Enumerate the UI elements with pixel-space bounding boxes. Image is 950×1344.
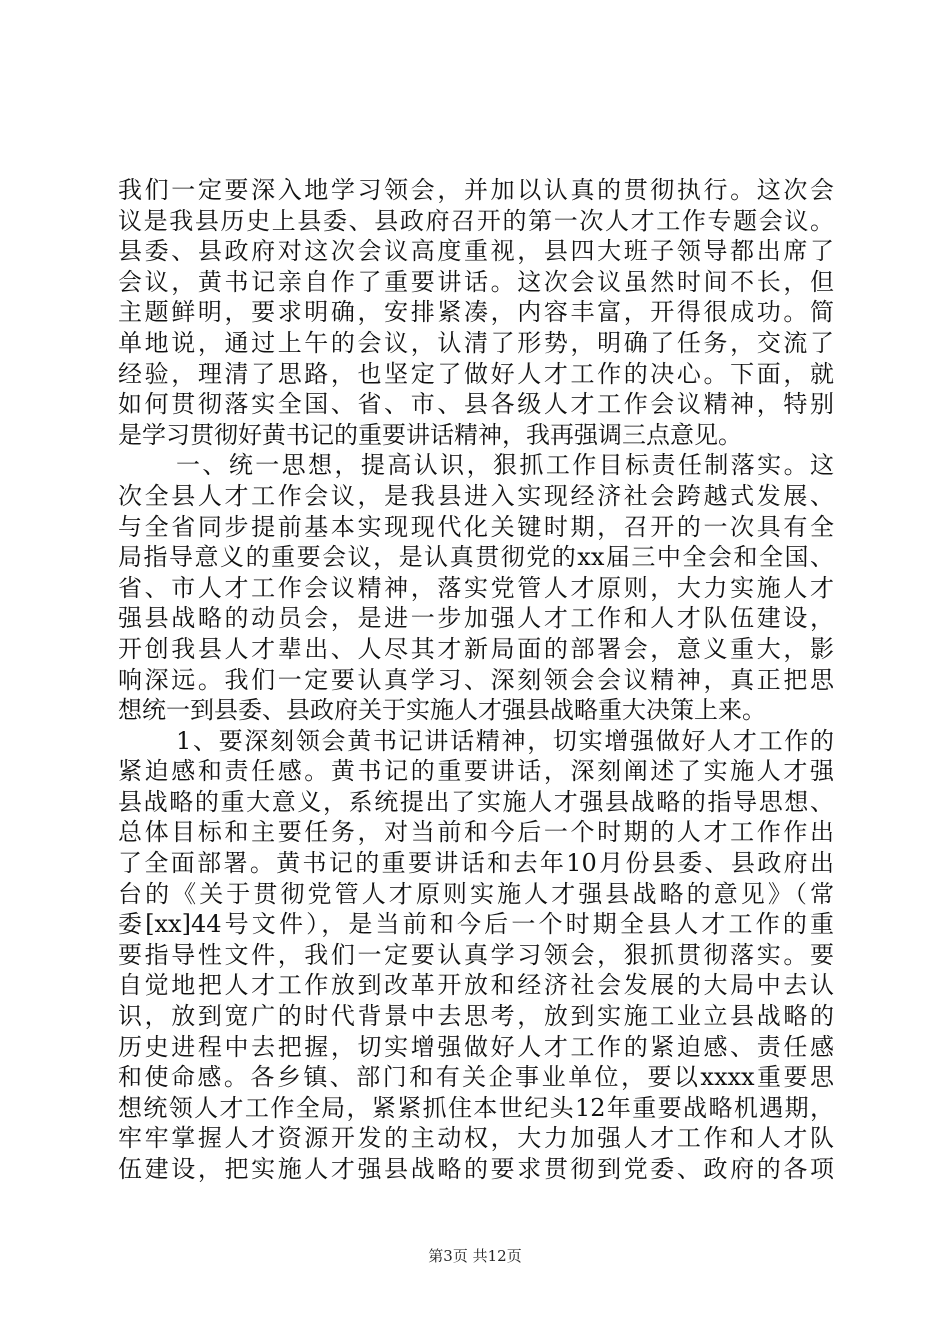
text-line: 了全面部署。黄书记的重要讲话和去年10月份县委、县政府出 (118, 849, 834, 878)
text-line: 单地说，通过上午的会议，认清了形势，明确了任务，交流了 (118, 328, 834, 357)
text-line: 次全县人才工作会议，是我县进入实现经济社会跨越式发展、 (118, 481, 834, 510)
text-line: 自觉地把人才工作放到改革开放和经济社会发展的大局中去认 (118, 971, 834, 1000)
text-line: 经验，理清了思路，也坚定了做好人才工作的决心。下面，就 (118, 359, 834, 388)
page-footer (0, 1245, 950, 1266)
subsection-heading-line: 1、要深刻领会黄书记讲话精神，切实增强做好人才工作的 (176, 726, 834, 755)
section-heading-line: 一、统一思想，提高认识，狠抓工作目标责任制落实。这 (176, 451, 834, 480)
text-line: 省、市人才工作会议精神，落实党管人才原则，大力实施人才 (118, 573, 834, 602)
page-number: 第3页 共12页 (428, 1247, 522, 1265)
text-line: 县委、县政府对这次会议高度重视，县四大班子领导都出席了 (118, 237, 834, 266)
text-line: 县战略的重大意义，系统提出了实施人才强县战略的指导思想、 (118, 787, 834, 816)
text-line: 识，放到宽广的时代背景中去思考，放到实施工业立县战略的 (118, 1002, 834, 1031)
text-line: 想统一到县委、县政府关于实施人才强县战略重大决策上来。 (118, 696, 766, 725)
text-line: 和使命感。各乡镇、部门和有关企事业单位，要以xxxx重要思 (118, 1063, 834, 1092)
text-line: 总体目标和主要任务，对当前和今后一个时期的人才工作作出 (118, 818, 834, 847)
text-line: 台的《关于贯彻党管人才原则实施人才强县战略的意见》（常 (118, 879, 834, 908)
text-line: 主题鲜明，要求明确，安排紧凑，内容丰富，开得很成功。简 (118, 298, 834, 327)
text-line: 要指导性文件，我们一定要认真学习领会，狠抓贯彻落实。要 (118, 940, 834, 969)
text-line: 紧迫感和责任感。黄书记的重要讲话，深刻阐述了实施人才强 (118, 757, 834, 786)
text-line: 强县战略的动员会，是进一步加强人才工作和人才队伍建设， (118, 604, 834, 633)
text-line: 会议，黄书记亲自作了重要讲话。这次会议虽然时间不长，但 (118, 267, 834, 296)
text-line: 我们一定要深入地学习领会，并加以认真的贯彻执行。这次会 (118, 176, 834, 204)
text-line: 议是我县历史上县委、县政府召开的第一次人才工作专题会议。 (118, 206, 834, 235)
text-line: 历史进程中去把握，切实增强做好人才工作的紧迫感、责任感 (118, 1032, 834, 1061)
text-line: 委[xx]44号文件），是当前和今后一个时期全县人才工作的重 (118, 910, 834, 939)
text-line: 想统领人才工作全局，紧紧抓住本世纪头12年重要战略机遇期， (118, 1093, 834, 1122)
text-line: 开创我县人才辈出、人尽其才新局面的部署会，意义重大，影 (118, 634, 834, 663)
text-line: 与全省同步提前基本实现现代化关键时期，召开的一次具有全 (118, 512, 834, 541)
text-line: 响深远。我们一定要认真学习、深刻领会会议精神，真正把思 (118, 665, 834, 694)
text-line: 是学习贯彻好黄书记的重要讲话精神，我再强调三点意见。 (118, 420, 742, 449)
document-body (118, 175, 834, 1185)
text-line: 伍建设，把实施人才强县战略的要求贯彻到党委、政府的各项 (118, 1155, 834, 1183)
text-line: 局指导意义的重要会议，是认真贯彻党的xx届三中全会和全国、 (118, 543, 834, 572)
text-line: 如何贯彻落实全国、省、市、县各级人才工作会议精神，特别 (118, 390, 834, 419)
text-line: 牢牢掌握人才资源开发的主动权，大力加强人才工作和人才队 (118, 1124, 834, 1153)
